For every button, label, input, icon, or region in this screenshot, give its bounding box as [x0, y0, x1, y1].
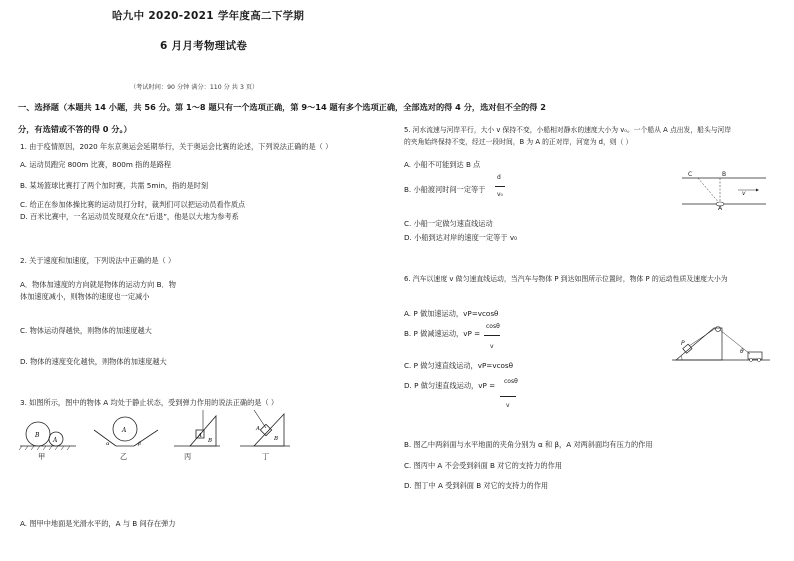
q2-option-a: A．物体加速度的方向就是物体的运动方向 B．物 — [20, 280, 176, 289]
q1-option-c: C. 给正在参加体操比赛的运动员打分时，裁判们可以把运动员看作质点 — [20, 200, 246, 209]
q3-figures — [18, 408, 308, 458]
q6-stem: 6. 汽车以速度 v 做匀速直线运动，当汽车与物体 P 到达如图所示位置时，物体 P 的运动性质及速度大小为 — [404, 275, 728, 283]
q5-option-d: D. 小船到达对岸的速度一定等于 v₀ — [404, 233, 517, 242]
fig-label-jia: 甲 — [38, 452, 46, 461]
q6-fig-label-p: P — [681, 340, 685, 347]
figure-yi — [94, 417, 158, 447]
svg-text:A: A — [256, 426, 260, 432]
q1-option-b: B. 某场篮球比赛打了两个加时赛，共需 5min，指的是时刻 — [20, 181, 209, 190]
q6-option-c: C. P 做匀速直线运动，vP=vcosθ — [404, 361, 514, 370]
q1-option-d: D. 百米比赛中，一名运动员发现观众在“后退”，他是以大地为参考系 — [20, 212, 239, 221]
svg-text:β: β — [138, 441, 141, 447]
q6-b-fraction-bar — [484, 335, 500, 336]
svg-text:A: A — [53, 437, 58, 444]
figure-jia — [19, 422, 76, 450]
q5-option-c: C. 小船一定做匀速直线运动 — [404, 219, 493, 228]
q5-b-denominator: v₀ — [497, 191, 503, 198]
q5-stem-cont: 的夹角始终保持不变，经过一段时间，B 为 A 的正对岸，河宽为 d，则（ ） — [404, 138, 633, 146]
q3-option-d: D. 图丁中 A 受到斜面 B 对它的支持力的作用 — [404, 481, 549, 490]
q3-option-a: A. 图甲中地面是光滑水平的，A 与 B 间存在弹力 — [20, 519, 176, 528]
q2-option-d: D. 物体的速度变化越快，则物体的加速度越大 — [20, 357, 167, 366]
q5-b-fraction-bar — [495, 186, 505, 187]
q3-option-c: C. 图丙中 A 不会受到斜面 B 对它的支持力的作用 — [404, 461, 562, 470]
q2-stem: 2. 关于速度和加速度，下列说法中正确的是（ ） — [20, 256, 176, 265]
q5-b-numerator: d — [497, 174, 501, 181]
q2-option-b: 体加速度减小，则物体的速度也一定减小 — [20, 292, 150, 301]
section-heading-cont: 分，有选错或不答的得 0 分。） — [18, 124, 132, 134]
q5-fig-label-b: B — [722, 171, 727, 178]
q5-option-a: A. 小船不可能到达 B 点 — [404, 160, 481, 169]
exam-info: （考试时间：90 分钟 满分：110 分 共 3 页） — [130, 84, 259, 91]
q5-fig-label-v: v — [742, 190, 746, 197]
q6-incline-figure — [670, 320, 774, 366]
svg-text:A: A — [198, 433, 202, 439]
q6-option-d: D. P 做匀速直线运动，vP = — [404, 381, 496, 390]
svg-text:A: A — [122, 427, 127, 434]
q1-option-a: A. 运动员跑完 800m 比赛，800m 指的是路程 — [20, 160, 172, 169]
q2-option-c: C. 物体运动得越快，则物体的加速度越大 — [20, 326, 152, 335]
q5-fig-label-c: C — [688, 171, 693, 178]
q6-d-denominator: v — [506, 402, 510, 409]
svg-text:α: α — [106, 441, 110, 447]
q3-option-b: B. 图乙中两斜面与水平地面的夹角分别为 α 和 β，A 对两斜面均有压力的作用 — [404, 440, 653, 449]
q5-fig-label-a: A — [718, 205, 723, 212]
section-heading: 一、选择题（本题共 14 小题，共 56 分。第 1～8 题只有一个选项正确，第 9～14 题有多个选项正确，全部选对的得 4 分，选对但不全的得 2 — [18, 102, 546, 112]
q6-d-numerator: cosθ — [504, 378, 518, 385]
q6-option-a: A. P 做加速运动，vP=vcosθ — [404, 309, 499, 318]
q6-option-b: B. P 做减速运动，vP = — [404, 329, 481, 338]
page-subtitle: 6 月月考物理试卷 — [160, 40, 248, 52]
fig-label-yi: 乙 — [120, 452, 128, 461]
q3-stem: 3. 如图所示，图中的物体 A 均处于静止状态，受到弹力作用的说法正确的是（ ） — [20, 398, 279, 407]
q1-stem: 1. 由于疫情原因，2020 年东京奥运会延期举行，关于奥运会比赛的论述，下列说法正确的是（ ） — [20, 142, 333, 151]
svg-text:B: B — [274, 436, 279, 442]
svg-text:B: B — [208, 438, 213, 444]
q6-d-fraction-bar — [500, 396, 516, 397]
q6-b-numerator: cosθ — [486, 323, 500, 330]
q5-stem: 5. 河水流速与河岸平行，大小 v 保持不变，小船相对静水的速度大小为 v₀。一个船从 A 点出发，船头与河岸 — [404, 126, 732, 134]
page-title: 哈九中 2020-2021 学年度高二下学期 — [112, 10, 305, 22]
fig-label-bing: 丙 — [184, 452, 192, 461]
figure-bing — [174, 410, 220, 446]
q6-fig-label-theta: θ — [740, 348, 744, 355]
svg-text:B: B — [35, 432, 40, 439]
q5-option-b: B. 小船渡河时间一定等于 — [404, 185, 486, 194]
q6-b-denominator: v — [490, 343, 494, 350]
fig-label-ding: 丁 — [262, 452, 270, 461]
figure-ding — [240, 410, 290, 446]
